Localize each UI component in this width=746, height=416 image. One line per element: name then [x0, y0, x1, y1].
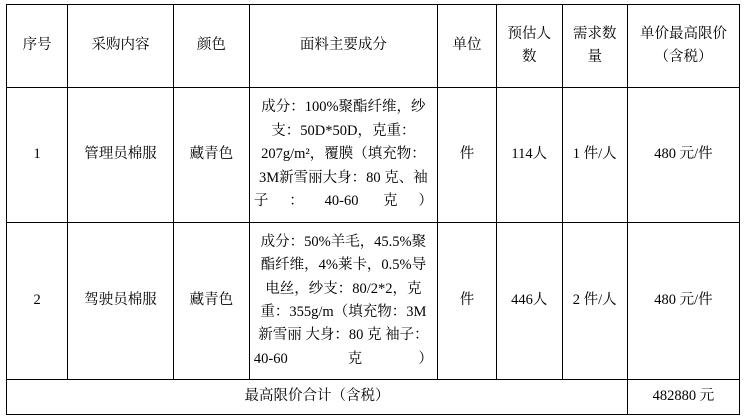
column-header-seq-label: 序号: [22, 37, 52, 54]
cell-people: 114人: [497, 88, 562, 223]
cell-unit: 件: [437, 223, 496, 380]
column-header-price-label: 单价最高限价（含税）: [639, 25, 727, 65]
column-header-unit-label: 单位: [452, 37, 482, 54]
table-row: [7, 88, 740, 223]
table-row: [7, 223, 740, 380]
cell-content: 驾驶员棉服: [68, 223, 174, 380]
total-label: 最高限价合计（含税）: [7, 380, 628, 415]
purchase-requirements-table: [6, 4, 740, 415]
column-header-color-label: 颜色: [196, 37, 226, 54]
column-header-content-label: 采购内容: [91, 37, 150, 54]
table-body: [7, 88, 740, 415]
cell-fabric: 成分：50%羊毛，45.5%聚酯纤维，4%莱卡，0.5%导电丝，纱支：80/2*2，克重：355g/m（填充物：3M新雪丽 大身：80 克 袖子：40-60 克）: [249, 223, 437, 380]
column-header-quantity-label: 需求数量: [572, 25, 617, 65]
cell-content: 管理员棉服: [68, 88, 174, 223]
column-header-color: [173, 5, 249, 88]
cell-seq: 1: [7, 88, 68, 223]
cell-price: 480 元/件: [627, 88, 739, 223]
cell-fabric: 成分：100%聚酯纤维，纱支：50D*50D，克重：207g/m²，覆膜（填充物：3M新雪丽大身：80 克、袖子：40-60 克）: [249, 88, 437, 223]
cell-unit: 件: [437, 88, 496, 223]
cell-people: 446人: [497, 223, 562, 380]
column-header-people: [497, 5, 562, 88]
column-header-quantity: [562, 5, 627, 88]
table-header: [7, 5, 740, 88]
column-header-unit: [437, 5, 496, 88]
cell-price: 480 元/件: [627, 223, 739, 380]
cell-quantity: 2 件/人: [562, 223, 627, 380]
cell-seq: 2: [7, 223, 68, 380]
column-header-price: [627, 5, 739, 88]
column-header-seq: [7, 5, 68, 88]
total-value: 482880 元: [627, 380, 739, 415]
cell-color: 藏青色: [173, 223, 249, 380]
cell-quantity: 1 件/人: [562, 88, 627, 223]
column-header-fabric-label: 面料主要成分: [299, 37, 387, 54]
cell-color: 藏青色: [173, 88, 249, 223]
column-header-fabric: [249, 5, 437, 88]
column-header-people-label: 预估人数: [507, 25, 552, 65]
header-row: [7, 5, 740, 88]
table-total-row: [7, 380, 740, 415]
column-header-content: [68, 5, 174, 88]
